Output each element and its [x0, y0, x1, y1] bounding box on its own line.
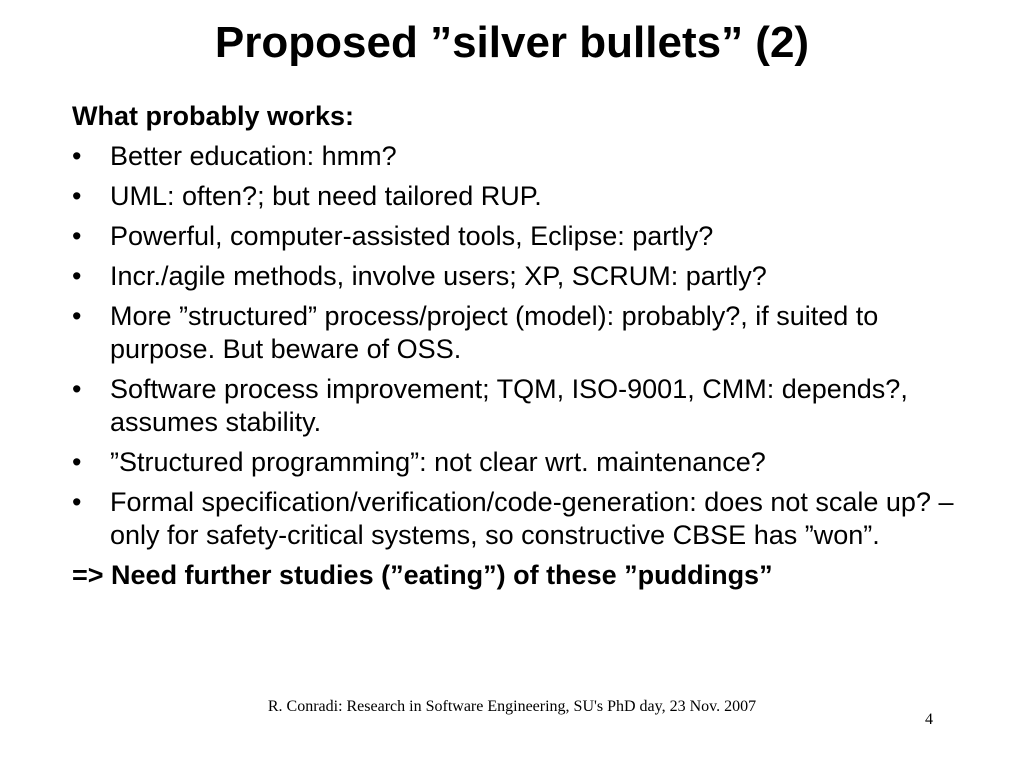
bullet-text: Powerful, computer-assisted tools, Eclipse: partly?	[110, 221, 714, 251]
bullet-text: Incr./agile methods, involve users; XP, SCRUM: partly?	[110, 261, 767, 291]
bullet-text: ”Structured programming”: not clear wrt. maintenance?	[110, 447, 766, 477]
bullet-item	[72, 260, 972, 293]
slide-content	[72, 100, 972, 592]
bullet-text: Better education: hmm?	[110, 141, 397, 171]
bullet-marker: •	[72, 141, 82, 171]
bullet-marker: •	[72, 447, 82, 477]
bullet-item	[72, 300, 972, 366]
bullet-item	[72, 180, 972, 213]
bullet-text: Formal specification/verification/code-generation: does not scale up? – only for safety-critical systems, so constructive CBSE has ”won”.	[110, 487, 954, 550]
bullet-marker: •	[72, 301, 82, 331]
bullet-marker: •	[72, 181, 82, 211]
conclusion-text: => Need further studies (”eating”) of these ”puddings”	[72, 560, 773, 590]
bullet-marker: •	[72, 261, 82, 291]
bullet-item	[72, 446, 972, 479]
page-number: 4	[925, 711, 933, 728]
bullet-text: More ”structured” process/project (model): probably?, if suited to purpose. But beware of OSS.	[110, 301, 879, 364]
section-heading: What probably works:	[72, 101, 355, 131]
bullet-marker: •	[72, 221, 82, 251]
bullet-marker: •	[72, 374, 82, 404]
bullet-item	[72, 486, 972, 552]
slide-footer: R. Conradi: Research in Software Engineering, SU's PhD day, 23 Nov. 2007	[267, 698, 757, 715]
bullet-item	[72, 373, 972, 439]
bullet-marker: •	[72, 487, 82, 517]
slide-title: Proposed ”silver bullets” (2)	[214, 18, 810, 67]
bullet-item	[72, 220, 972, 253]
bullet-item	[72, 140, 972, 173]
bullet-text: Software process improvement; TQM, ISO-9001, CMM: depends?, assumes stability.	[110, 374, 908, 437]
bullet-list	[72, 140, 972, 552]
bullet-text: UML: often?; but need tailored RUP.	[110, 181, 542, 211]
